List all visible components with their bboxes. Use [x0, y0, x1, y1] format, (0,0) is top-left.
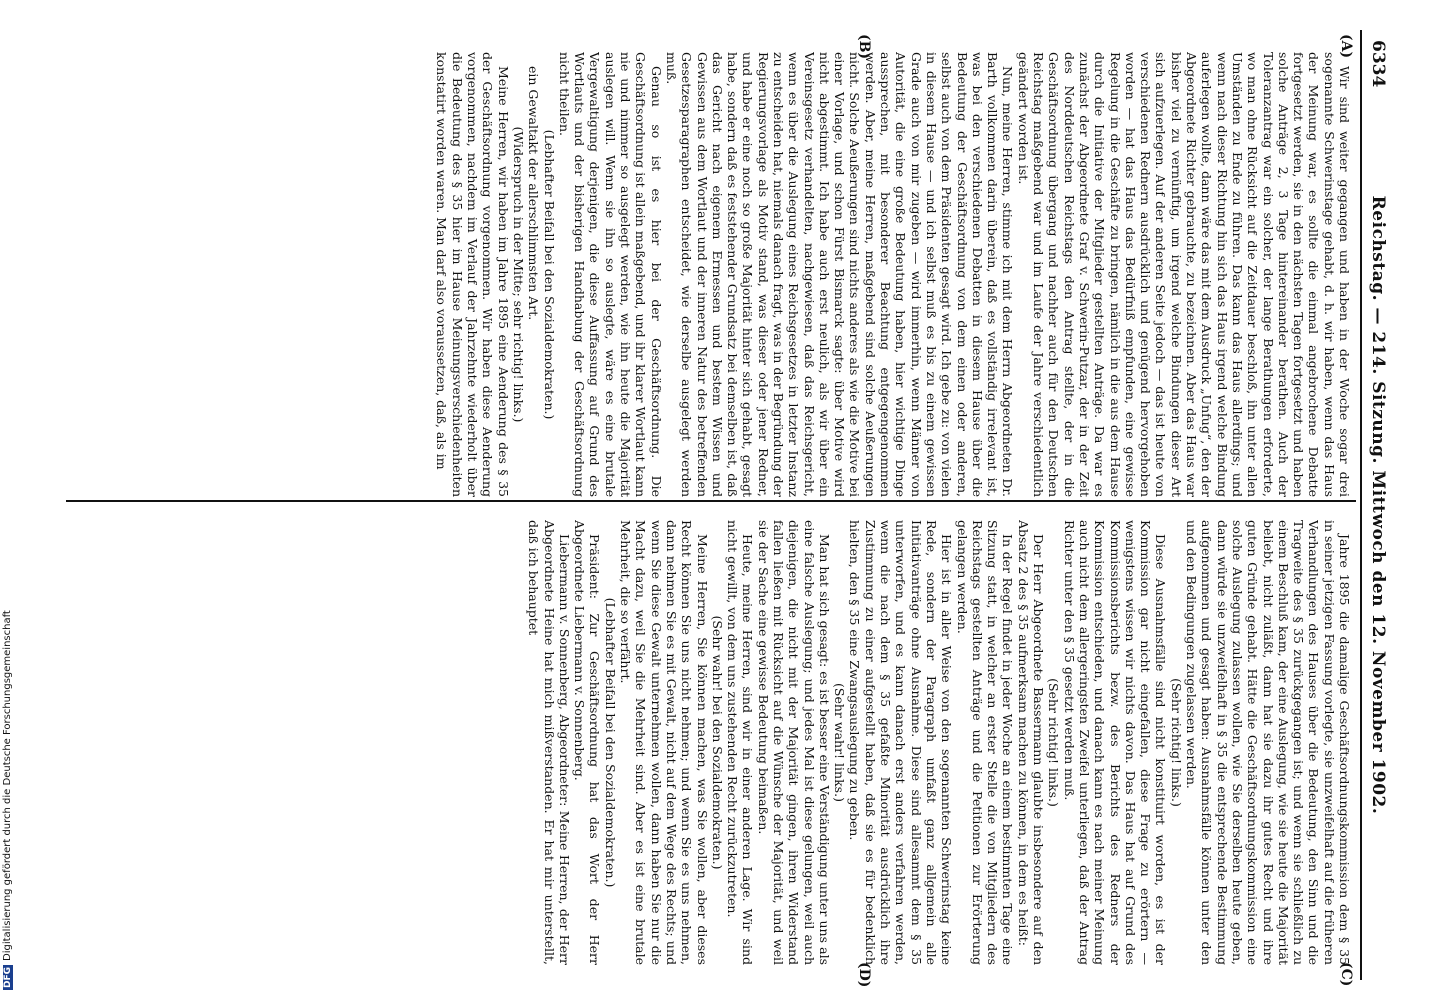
- funding-note-text: Digitalisierung gefördert durch die Deutsche Forschungsgemeinschaft: [2, 610, 13, 961]
- paragraph: ein Gewaltakt der allerschlimmsten Art.: [526, 66, 542, 321]
- paragraph: Man hat sich gesagt: es ist besser eine Verständigung unter uns als eine falsche Auslegung; und jedes Mal ist diese gelungen, weil auch diejenigen, die nicht mit der Majorität gingen, ihren Widerstand fallen ließen mit Rücksicht auf die Wünsche der Majorität, und weil sie der Sache eine gewisse Bedeutung beimaßen.: [755, 520, 832, 965]
- paragraph: Wir sind weiter gegangen und haben in der Woche sogar drei sogenannte Schwerinstage gehabt, d. h. wir haben, wenn das Haus der Meinung war, es sollte die einmal angebrochene Debatte fortgesetzt werden, sie in den nächsten Tagen fortgesetzt und haben solche Anträge 2, 3 Tage hintereinander berathen. Auch der Toleranzantrag war ein solcher, der lange Berathungen erforderte, wo man ohne Rücksicht auf die Zeitdauer beschloß, ihn unter allen Umständen zu Ende zu führen. Das kann das Haus allerdings; und wenn nach dieser Richtung hin sich das Haus irgend welche Bindung auferlegen wollte, dann wäre das mit dem Ausdruck „Unfug“, den der Abgeordnete Richter gebrauchte, zu bezeichnen. Aber das Haus war bisher viel zu vernünftig, um irgend welche Bindungen dieser Art sich aufzuerlegen. Auf der anderen Seite jedoch — das ist heute von verschiedenen Rednern ausdrücklich und genügend hervorgehoben worden — hat das Haus das Bedürfniß empfunden, eine gewisse Regelung in die Geschäfte zu bringen, nämlich in die aus dem Hause durch die Initiative der Mitglieder gestellten Anträge. Da war es zunächst der Abgeordnete Graf v. Schwerin-Putzar, der in der Zeit des Norddeutschen Reichstags den Antrag stellte, der in die Geschäftsordnung übergang und nachher auch für den Deutschen Reichstag maßgebend war und im Laufe der Jahre verschiedentlich geändert worden ist.: [1015, 52, 1352, 497]
- paragraph: Nun, meine Herren, stimme ich mit dem Herrn Abgeordneten Dr. Barth vollkommen darin überein, daß es vollständig irrelevant ist, was bei den verschiedenen Debatten in diesem Hause über die Bedeutung der Geschäftsordnung von dem einen oder anderen, selbst auch von dem Präsidenten gesagt wird. Ich gebe zu: von vielen in diesem Hause — und ich selbst muß es bis zu einem gewissen Grade auch von mir zugeben — wird immerhin, wenn Männer von Autorität, die eine große Bedeutung haben, hier wichtige Dinge aussprechen, mit besonderer Beachtung entgegengenommen werden. Aber, meine Herren, maßgebend sind solche Aeußerungen nicht. Solche Aeußerungen sind nichts anderes als wie die Motive bei einer Vorlage, und schon Fürst Bismarck sagte: über Motive wird nicht abgestimmt. Ich habe auch erst neulich, als wir über ein Vereinsgesetz verhandelten, nachgewiesen, daß das Reichsgericht, wenn es über die Auslegung eines Reichsgesetzes in letzter Instanz zu entscheiden hat, niemals danach fragt, was in der Begründung der Regierungsvorlage als Motiv stand, was dieser oder jener Redner, und habe er eine noch so große Majorität hinter sich gehabt, gesagt habe, sondern daß es feststehender Grundsatz bei demselben ist, daß das Gericht nach eigenem Ermessen und bestem Wissen und Gewissen aus dem Wortlaut und der inneren Natur des betreffenden Gesetzesparagraphen entscheidet, wie derselbe ausgelegt werden muß.: [663, 52, 1016, 497]
- page-title: Reichstag. — 214. Sitzung. Mittwoch den 12. November 1902.: [1368, 195, 1388, 815]
- page-number: 6334: [1368, 40, 1388, 88]
- margin-marker-a: (A): [1338, 34, 1354, 59]
- interjection: (Widerspruch in der Mitte; sehr richtig! links.): [510, 126, 526, 423]
- interjection: (Lebhafter Beifall bei den Sozialdemokraten.): [602, 597, 618, 888]
- page-header: [1362, 30, 1392, 980]
- paragraph: Meine Herren, wir haben im Jahre 1895 eine Aenderung des § 35 der Geschäftsordnung vorgenommen. Wir haben diese Aenderung vorgenommen, nachdem im Verlauf der Jahrzehnte wiederholt über die Bedeutung des § 35 hier im Hause Meinungsverschiedenheiten konstatirt worden waren. Man darf also voraussetzen, daß, als im: [434, 52, 511, 497]
- paragraph: Meine Herren, Sie können machen, was Sie wollen, aber dieses Recht können Sie uns nicht nehmen; und wenn Sie es uns nehmen, dann nehmen Sie es mit Gewalt, nicht auf dem Wege des Rechts; und wenn Sie diese Gewalt unternehmen wollen, dann haben Sie nur die Macht dazu, weil Sie die Mehrheit sind. Aber es ist eine brutale Mehrheit, die so verfährt.: [618, 520, 710, 965]
- dfg-logo: DFG: [3, 966, 13, 988]
- header-rule: [1360, 30, 1362, 980]
- paragraph: Diese Ausnahmsfälle sind nicht konstituirt worden, es ist der Kommission gar nicht eingefallen, diese Frage zu erörtern — wenigstens wissen wir nichts davon. Das Haus hat auf Grund des Kommissionsberichts bezw. des Berichts des Redners der Kommission entschieden, und danach kann es nach meiner Meinung auch nicht dem allergeringsten Zweifel unterliegen, daß der Antrag Richter unter den § 35 gesetzt werden muß.: [1061, 520, 1169, 965]
- column-divider: [66, 500, 1356, 502]
- interjection: (Sehr richtig! links.): [1046, 678, 1062, 807]
- paragraph: Präsident: Zur Geschäftsordnung hat das Wort der Herr Abgeordnete Liebermann v. Sonnenberg.: [572, 520, 603, 965]
- quoted-rule: In der Regel findet in jeder Woche an einem bestimmten Tage eine Sitzung statt, in welcher an erster Stelle die von Mitgliedern des Reichstags gestellten Anträge und die Petitionen zur Erörterung gelangen werden.: [954, 520, 1016, 965]
- interjection: (Sehr wahr! links.): [832, 683, 848, 802]
- interjection: (Lebhafter Beifall bei den Sozialdemokraten.): [541, 129, 557, 420]
- document-page: [62, 30, 1392, 988]
- funding-note: [2, 30, 18, 990]
- margin-marker-d: (D): [856, 962, 872, 988]
- paragraph: Hier ist in aller Weise von den sogenannten Schwerinstag keine Rede, sondern der Paragraph umfaßt ganz allgemein alle Initiativanträge ohne Ausnahme. Diese sind allesammt dem § 35 unterworfen, und es kann danach erst anders verfahren werden, wenn die nach dem § 35 gefaßte Minorität ausdrücklich ihre Zustimmung zu einer aufgestellt haben, daß sie es für bedenklich hielten, den § 35 eine Zwangsauslegung zu geben.: [847, 520, 955, 965]
- paragraph: Heute, meine Herren, sind wir in einer anderen Lage. Wir sind nicht gewillt, von dem uns zustehenden Recht zurückzutreten.: [725, 520, 756, 965]
- paragraph: Liebermann v. Sonnenberg, Abgeordneter: Meine Herren, der Herr Abgeordnete Heine hat mich mißverstanden. Er hat mir unterstellt, daß ich behauptet: [526, 520, 572, 965]
- left-column: [72, 52, 1352, 497]
- paragraph: Jahre 1895 die damalige Geschäftsordnungskommission dem § 35 in seiner jetzigen Fassung vorlegte, sie unzweifelhaft auf die früheren Verhandlungen des Hauses über die Bedeutung, den Sinn und die Tragweite des § 35 zurückgegangen ist; und wenn sie schließlich zu einem Beschluß kam, der eine Auslegung, wie sie heute die Majorität beliebt, nicht zuläßt, dann hat sie dazu ihr gutes Recht und ihre guten Gründe gehabt. Hätte die Geschäftsordnungskommission eine solche Auslegung zulassen wollen, wie Sie derselben heute geben, dann würde sie unzweifelhaft in § 35 die entsprechende Bestimmung aufgenommen und gesagt haben: Ausnahmsfälle können unter den und den Bedingungen zugelassen werden.: [1184, 520, 1352, 965]
- margin-marker-c: (C): [1338, 962, 1354, 987]
- side-margin: [0, 0, 22, 1000]
- interjection: (Sehr richtig! links.): [1168, 678, 1184, 807]
- paragraph: Der Herr Abgeordnete Bassermann glaubte insbesondere auf den Absatz 2 des § 35 aufmerksam machen zu können, in dem es heißt:: [1015, 520, 1047, 965]
- margin-marker-b: (B): [856, 34, 872, 60]
- right-column: [72, 520, 1352, 965]
- paragraph: Genau so ist es hier bei der Geschäftsordnung. Die Geschäftsordnung ist allein maßgebend, und ihr klarer Wortlaut kann nie und nimmer so ausgelegt werden, wie ihn heute die Majorität auslegen will. Wenn sie ihn so auslegte, wäre es eine brutale Vergewaltigung derjenigen, die diese Auffassung auf Grund des Wortlauts und der bisherigen Handhabung der Geschäftsordnung nicht theilen.: [556, 52, 664, 497]
- interjection: (Sehr wahr! bei den Sozialdemokraten.): [709, 615, 725, 870]
